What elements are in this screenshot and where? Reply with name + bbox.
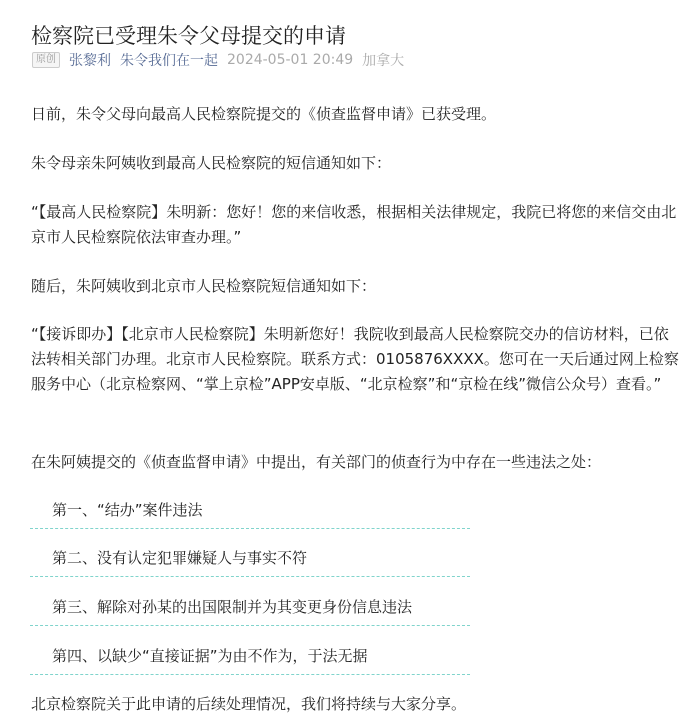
paragraph-beijing-intro: 随后，朱阿姨收到北京市人民检察院短信通知如下：: [31, 277, 377, 295]
list-item-text: 第四、以缺少“直接证据”为由不作为，于法无据: [52, 647, 368, 665]
paragraph-spp-sms: “【最高人民检察院】朱明新：您好！您的来信收悉，根据相关法律规定，我院已将您的来信交由北京市人民检察院依法审查办理。”: [31, 203, 677, 246]
article-meta: [32, 50, 404, 70]
author-name[interactable]: 张黎利: [69, 53, 111, 69]
list-item-text: 第三、解除对孙某的出国限制并为其变更身份信息违法: [52, 598, 413, 616]
account-name-link[interactable]: 朱令我们在一起: [120, 53, 218, 69]
paragraph-violations-intro: 在朱阿姨提交的《侦查监督申请》中提出，有关部门的侦查行为中存在一些违法之处：: [31, 453, 602, 471]
list-item: [30, 644, 470, 675]
list-item-text: 第一、“结办”案件违法: [52, 501, 203, 519]
paragraph-acceptance: 日前，朱令父母向最高人民检察院提交的《侦查监督申请》已获受理。: [31, 105, 497, 123]
paragraph-beijing-sms: “【接诉即办】【北京市人民检察院】朱明新您好！我院收到最高人民检察院交办的信访材料，已依法转相关部门办理。北京市人民检察院。联系方式：0105876XXXX。您可在一天后通过网上检察服务中心（北京检察网、“掌上京检”APP安卓版、“北京检察”和“京检在线”微信公众号）查看。”: [31, 325, 679, 393]
list-item: [30, 546, 470, 577]
publish-location: 加拿大: [362, 53, 405, 69]
list-item-text: 第二、没有认定犯罪嫌疑人与事实不符: [52, 549, 308, 567]
list-item: [30, 498, 470, 529]
list-item: [30, 595, 470, 626]
article-title: 检察院已受理朱令父母提交的申请: [31, 24, 346, 49]
publish-time: 2024-05-01 20:49: [227, 52, 354, 68]
paragraph-sms-intro: 朱令母亲朱阿姨收到最高人民检察院的短信通知如下：: [31, 154, 392, 172]
paragraph-closing: 北京检察院关于此申请的后续处理情况，我们将持续与大家分享。: [31, 695, 467, 713]
original-badge: 原创: [32, 52, 60, 68]
